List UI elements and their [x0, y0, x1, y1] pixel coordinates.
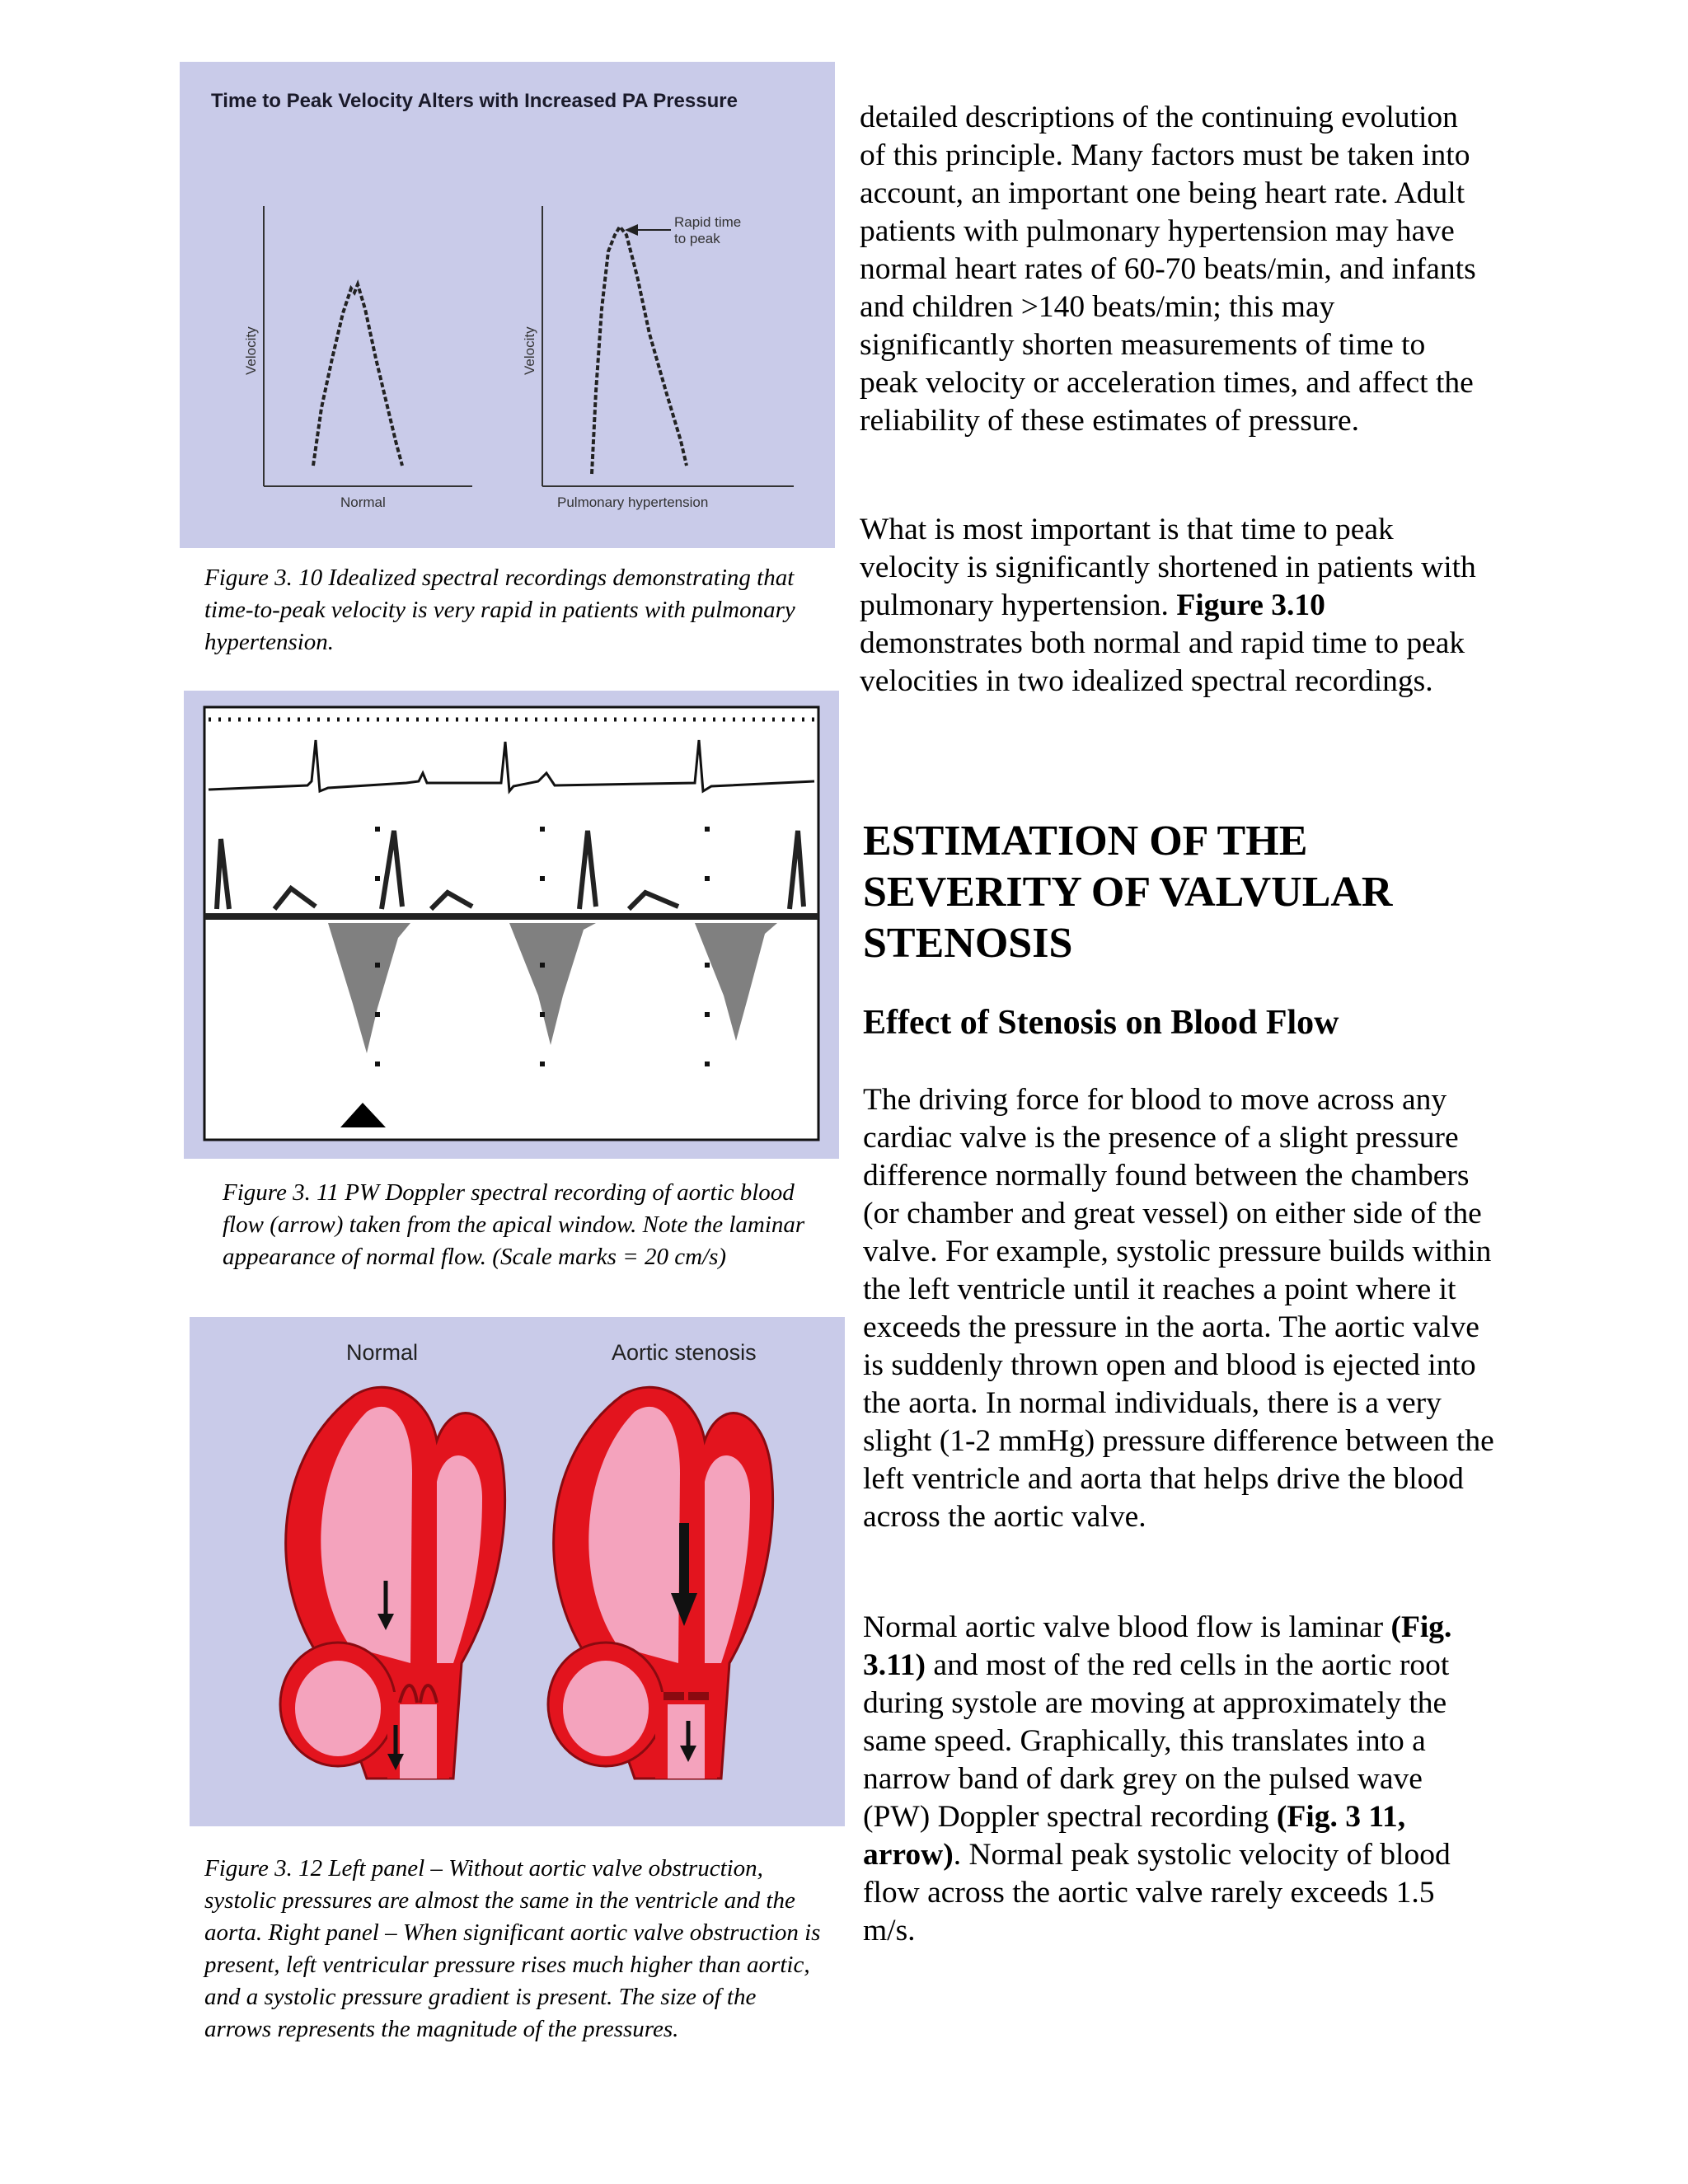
- paragraph-2: [860, 511, 1486, 701]
- figure-3-12-graphic: [190, 1317, 845, 1826]
- annotation-line-2: to peak: [674, 231, 720, 246]
- paragraph-4-text-b: and most of the red cells in the aortic root during systole are moving at approximately the same speed. Graphically, this translates into a narrow band of dark grey on the pulsed wave (PW) Doppler spectral recording: [863, 1648, 1450, 1834]
- figure-3-11-panel: [184, 691, 839, 1159]
- normal-spectral-trace: [313, 284, 402, 466]
- normal-heart: [280, 1387, 505, 1779]
- right-y-label: Velocity: [522, 326, 537, 375]
- figure-3-10-graphic: [180, 62, 835, 548]
- subsection-heading: Effect of Stenosis on Blood Flow: [863, 1004, 1339, 1042]
- right-x-label: Pulmonary hypertension: [557, 494, 709, 510]
- annotation-line-1: Rapid time: [674, 214, 742, 230]
- figure-3-11-caption: Figure 3. 11 PW Doppler spectral recording of aortic blood flow (arrow) taken from the apical window. Note the laminar appearance of normal flow. (Scale marks = 20 cm/s): [223, 1179, 805, 1270]
- left-y-label: Velocity: [243, 326, 259, 375]
- figure-3-12-panel: [190, 1317, 845, 1826]
- paragraph-4: [863, 1609, 1489, 1950]
- paragraph-3: The driving force for blood to move across any cardiac valve is the presence of a slight pressure difference normally found between the chambers (or chamber and great vessel) on either side of the valve. For example, systolic pressure builds within the left ventricle until it reaches a point where it exceeds the pressure in the aorta. The aortic valve is suddenly thrown open and blood is ejected into the aorta. In normal individuals, there is a very slight (1-2 mmHg) pressure difference between the left ventricle and aorta that helps drive the blood across the aortic valve.: [863, 1083, 1494, 1534]
- figure-3-11-reference: (Fig. 3.11): [863, 1610, 1452, 1682]
- figure-3-10-reference: Figure 3.10: [1176, 588, 1325, 622]
- aortic-stenosis-label: Aortic stenosis: [612, 1340, 757, 1365]
- paragraph-1: detailed descriptions of the continuing evolution of this principle. Many factors must be taken into account, an important one being heart rate. Adult patients with pulmonary hypertension may have normal heart rates of 60-70 beats/min, and infants and children >140 beats/min; this may significantly shorten measurements of time to peak velocity or acceleration times, and affect the reliability of these estimates of pressure.: [860, 101, 1476, 438]
- figure-3-12-caption: Figure 3. 12 Left panel – Without aortic valve obstruction, systolic pressures are almost the same in the ventricle and the aorta. Right panel – When significant aortic valve obstruction is present, left ventricular pressure rises much higher than aortic, and a systolic pressure gradient is present. The size of the arrows represents the magnitude of the pressures.: [204, 1855, 821, 2042]
- paragraph-2-text-b: demonstrates both normal and rapid time to peak velocities in two idealized spectral recordings.: [860, 626, 1465, 698]
- figure-3-11-arrow-reference: (Fig. 3 11, arrow): [863, 1800, 1406, 1872]
- paragraph-4-text-a: Normal aortic valve blood flow is laminar: [863, 1610, 1391, 1644]
- figure-3-11-graphic: [184, 691, 839, 1159]
- figure-3-10-title: Time to Peak Velocity Alters with Increased PA Pressure: [211, 90, 738, 112]
- paragraph-4-text-c: . Normal peak systolic velocity of blood flow across the aortic valve rarely exceeds 1.5 m/s.: [863, 1838, 1451, 1947]
- figure-3-10-caption: Figure 3. 10 Idealized spectral recordings demonstrating that time-to-peak velocity is very rapid in patients with pulmonary hypertension.: [204, 565, 795, 655]
- left-x-label: Normal: [340, 494, 386, 510]
- section-heading: ESTIMATION OF THE SEVERITY OF VALVULAR STENOSIS: [863, 818, 1393, 967]
- paragraph-2-text-a: What is most important is that time to peak velocity is significantly shortened in patients with pulmonary hypertension.: [860, 513, 1476, 622]
- figure-3-10-panel: [180, 62, 835, 548]
- ph-spectral-trace: [592, 227, 687, 474]
- stenosis-heart: [548, 1387, 773, 1779]
- normal-label: Normal: [346, 1340, 419, 1365]
- doppler-baseline: [204, 913, 818, 920]
